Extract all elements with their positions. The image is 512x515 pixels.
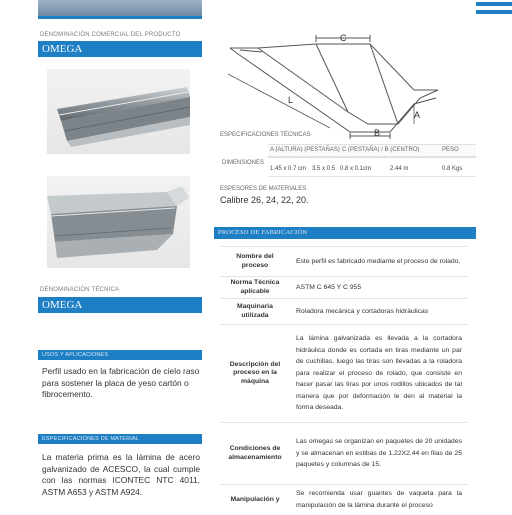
thickness-caption: ESPESORES DE MATERIALES [220,186,307,192]
process-row-label: Maquinaria utilizada [220,299,290,325]
process-row [220,299,468,325]
commercial-name-caption: DENOMINACIÓN COMERCIAL DEL PRODUCTO [40,32,181,38]
process-title-bar: PROCESO DE FABRICACIÓN [214,227,476,239]
process-row [220,423,468,485]
commercial-name-bar: OMEGA [38,41,202,57]
thickness-value: Calibre 26, 24, 22, 20. [220,195,309,205]
process-table [220,246,468,515]
top-left-image-strip [38,0,202,19]
spec-val-l: 2.44 m [390,166,409,172]
process-row-value: ASTM C 645 Y C 955 [290,277,468,299]
diagram-label-a: A [414,110,421,120]
process-row [220,485,468,515]
process-row-label: Condiciones de almacenamiento [220,423,290,485]
spec-row-label: DIMENSIONES [222,160,265,166]
process-row [220,277,468,299]
top-right-accent-lines [476,0,512,16]
process-row-label: Descripción del proceso en la máquina [220,325,290,423]
process-row [220,247,468,277]
omega-profile-photo-2 [47,176,190,268]
materials-caption-bar: ESPECIFICACIONES DE MATERIAL [38,434,202,444]
specs-table [220,144,476,184]
spec-val-peso: 0.8 Kgs [442,166,463,172]
process-row-label: Nombre del proceso [220,247,290,277]
materials-text: La materia prima es la lámina de acero galvanizado de ACESCO, la cual cumple con las normas ICONTEC NTC 4011, ASTM A653 y ASTM A924. [42,452,200,497]
spec-val-ab: 3.5 x 0.5 [312,166,336,172]
process-row-label: Manipulación y [220,485,290,515]
product-photo-bottom [47,176,190,268]
uses-text: Perfil usado en la fabricación de cielo raso para sostener la placa de yeso cartón o fibrocemento. [42,366,200,399]
spec-col-peso: PESO [442,147,459,153]
spec-val-b: 0.8 x 0.1cm [340,166,372,172]
product-photo-top [47,69,190,154]
specs-caption: ESPECIFICACIONES TÉCNICAS [220,132,311,138]
process-row-value: La lámina galvanizada es llevada a la cortadora hidráulica donde es cortada en tiras mediante un par de cuchillas, luego las tiras son llevadas a la roladora para realizar el proceso de rolado, que consiste en hacer pasar las tiras por unos rodillos ubicados de tal manera que por deformación le den al material la forma deseada. [290,325,468,423]
process-row [220,325,468,423]
omega-profile-diagram [218,28,478,140]
omega-profile-photo-1 [47,69,190,154]
spec-col-b: C (PESTAÑA) / B (CENTRO) [342,147,420,153]
uses-caption-bar: USOS Y APLICACIONES [38,350,202,360]
process-row-value: Las omegas se organizan en paquetes de 20 unidades y se almacenan en estibas de 1.22X2.44 en filas de 25 paquetes y columnas de 15. [290,423,468,485]
process-row-label: Norma Técnica aplicable [220,277,290,299]
technical-name-caption: DENOMINACIÓN TÉCNICA [40,287,120,293]
spec-val-a: 1.45 x 0.7 cm [270,166,307,172]
process-row-value: Este perfil es fabricado mediante el proceso de rolado. [290,247,468,277]
diagram-label-b: B [374,128,381,138]
diagram-label-c: C [340,33,347,43]
process-row-value: Roladora mecánica y cortadoras hidráulicas [290,299,468,325]
technical-name-bar: OMEGA [38,297,202,313]
diagram-label-l: L [288,95,294,105]
process-row-value: Se recomienda usar guantes de vaqueta para la manipulación de la lámina durante el proceso [290,485,468,515]
spec-col-a: A (ALTURA) (PESTAÑAS) [270,147,340,153]
